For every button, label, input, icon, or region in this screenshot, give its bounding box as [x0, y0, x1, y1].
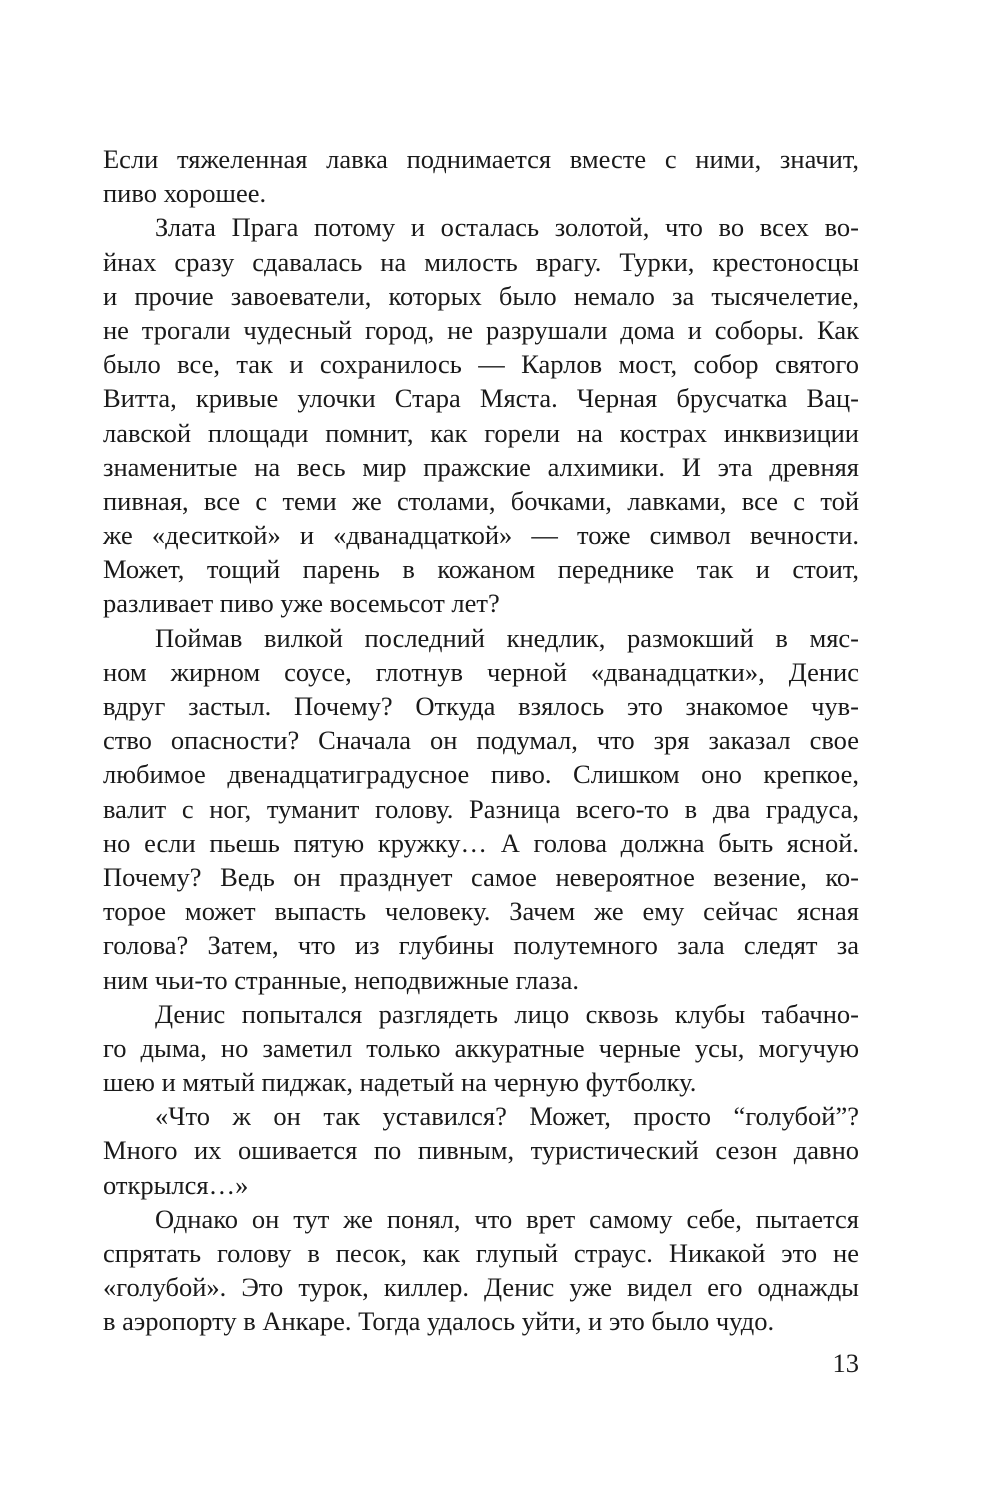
text-line: же «деситкой» и «дванадцаткой» — тоже символ вечности. — [103, 520, 859, 551]
text-line: Может, тощий парень в кожаном переднике так и стоит, — [103, 554, 859, 585]
text-line: открылся…» — [103, 1169, 249, 1200]
text-line: «Что ж он так уставился? Может, просто “голубой”? — [155, 1101, 859, 1132]
text-line: Денис попытался разглядеть лицо сквозь клубы табачно- — [155, 998, 859, 1029]
text-line: в аэропорту в Анкаре. Тогда удалось уйти, и это было чудо. — [103, 1306, 775, 1337]
text-line: голова? Затем, что из глубины полутемного зала следят за — [103, 930, 859, 961]
text-line: Поймав вилкой последний кнедлик, размокший в мяс- — [155, 622, 859, 653]
text-line: «голубой». Это турок, киллер. Денис уже видел его однажды — [103, 1272, 859, 1303]
text-line: шею и мятый пиджак, надетый на черную футболку. — [103, 1067, 697, 1098]
text-line: Злата Прага потому и осталась золотой, что во всех во- — [155, 212, 859, 243]
text-line: но если пьешь пятую кружку… А голова должна быть ясной. — [103, 827, 859, 858]
text-line: было все, так и сохранилось — Карлов мост, собор святого — [103, 349, 859, 380]
text-line: ство опасности? Сначала он подумал, что зря заказал свое — [103, 725, 859, 756]
text-line: Много их ошивается по пивным, туристический сезон давно — [103, 1135, 859, 1166]
text-line: Если тяжеленная лавка поднимается вместе с ними, значит, — [103, 144, 859, 174]
text-line: Витта, кривые улочки Стара Мяста. Черная брусчатка Вац- — [103, 383, 859, 414]
body-text — [103, 142, 859, 1339]
text-line: любимое двенадцатиградусное пиво. Слишком оно крепкое, — [103, 759, 859, 790]
text-line: вдруг застыл. Почему? Откуда взялось это знакомое чув- — [103, 691, 859, 721]
text-line: йнах сразу сдавалась на милость врагу. Турки, крестоносцы — [103, 246, 859, 277]
text-line: разливает пиво уже восемьсот лет? — [103, 588, 500, 619]
text-line: ном жирном соусе, глотнув черной «дванадцатки», Денис — [103, 656, 859, 687]
text-line: знаменитые на весь мир пражские алхимики. И эта древняя — [103, 451, 859, 482]
text-line: Однако он тут же понял, что врет самому себе, пытается — [155, 1203, 859, 1234]
text-line: и прочие завоеватели, которых было немало за тысячелетие, — [103, 280, 859, 311]
text-line: ним чьи-то странные, неподвижные глаза. — [103, 964, 579, 995]
text-line: валит с ног, туманит голову. Разница всего-то в два градуса, — [103, 793, 859, 824]
text-line: не трогали чудесный город, не разрушали дома и соборы. Как — [103, 314, 859, 345]
page-number: 13 — [832, 1348, 859, 1378]
text-line: пиво хорошее. — [103, 178, 267, 209]
text-line: пивная, все с теми же столами, бочками, лавками, все с той — [103, 485, 859, 516]
text-line: лавской площади помнит, как горели на кострах инквизиции — [103, 417, 859, 448]
text-line: торое может выпасть человеку. Зачем же ему сейчас ясная — [103, 896, 859, 927]
text-line: Почему? Ведь он празднует самое невероятное везение, ко- — [103, 861, 859, 892]
text-line: спрятать голову в песок, как глупый страус. Никакой это не — [103, 1238, 859, 1268]
text-line: го дыма, но заметил только аккуратные черные усы, могучую — [103, 1032, 859, 1063]
